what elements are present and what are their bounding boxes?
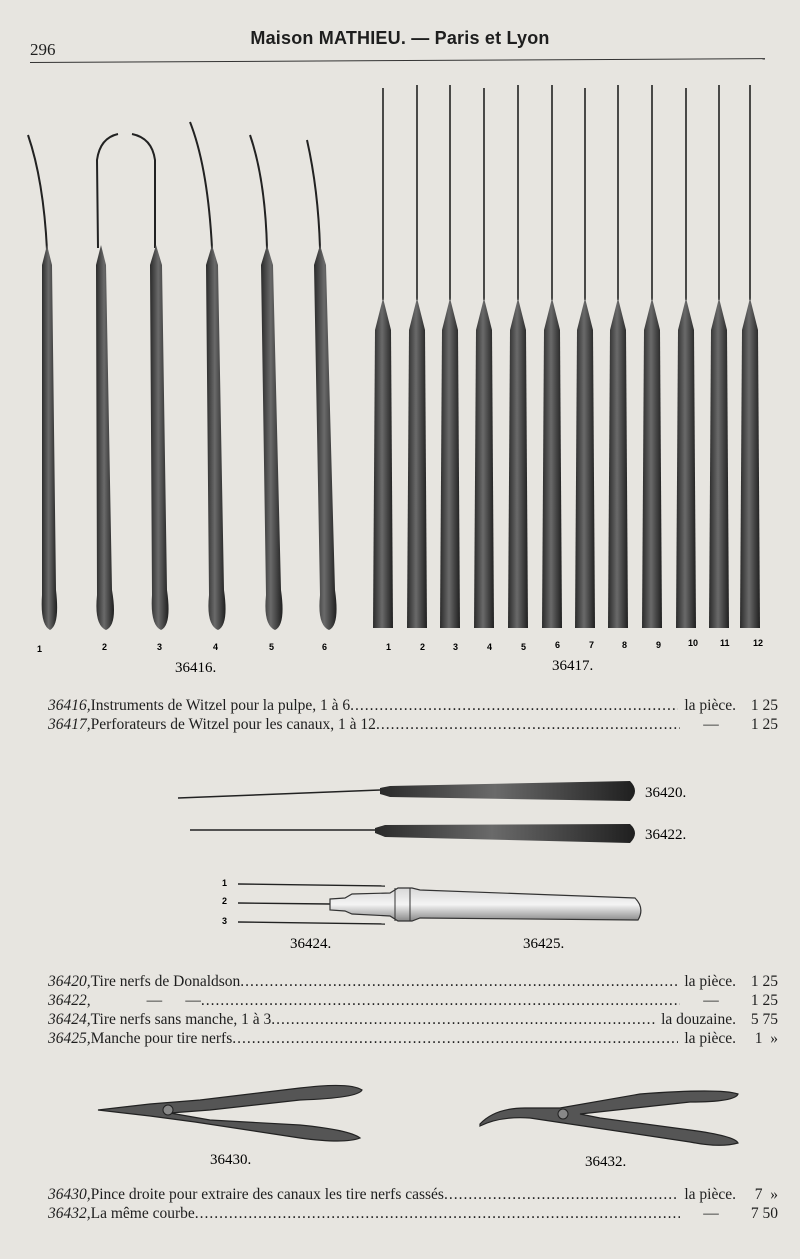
pulp-instrument-2 [96,134,118,630]
fig-number: 5 [521,642,527,652]
catalog-entry [48,716,778,734]
fig-number: 7 [589,640,595,650]
entry-code: 36420, [48,973,91,990]
catalog-entry [48,1186,778,1204]
fig-number: 2 [420,642,426,652]
fig-number: 1 [386,642,392,652]
fig-number: 8 [622,640,628,650]
needle-number: 3 [222,916,228,926]
leader-dots [271,1011,655,1029]
fig-number: 9 [656,640,662,650]
entry-description: Manche pour tire nerfs [90,1030,233,1047]
figure-label-36422: 36422. [645,827,687,843]
entry-code: 36430, [48,1186,91,1203]
perforator-2 [407,85,427,628]
leader-dots [376,716,680,734]
perforator-10 [676,88,696,628]
entry-description: Tire nerfs de Donaldson [90,973,241,990]
entry-price: 7 50 [750,1205,778,1222]
group2-numbers [386,638,763,652]
handle-36425 [330,888,641,921]
catalog-entry [48,1011,778,1029]
entry-code: 36425, [48,1030,91,1047]
entry-price: 1 » [754,1030,778,1047]
entry-description: La même courbe [90,1205,195,1222]
fig-number: 3 [453,642,459,652]
needle-number: 1 [222,878,228,888]
leader-dots [350,697,678,715]
pulp-instruments [28,122,337,630]
perforator-6 [542,85,562,628]
fig-number: 11 [720,638,730,648]
figure-label-36424: 36424. [290,936,332,952]
entry-price: 5 75 [750,1011,778,1028]
entry-code: 36424, [48,1011,91,1028]
leader-dots [232,1030,678,1048]
catalog-entry [48,1030,778,1048]
entry-description: — — [146,992,201,1009]
fig-number: 4 [487,642,493,652]
entry-unit: la pièce. [684,973,736,990]
figure-label-36432: 36432. [585,1154,627,1170]
entry-price: 1 25 [750,992,778,1009]
figure-label-36430: 36430. [210,1152,252,1168]
pulp-instrument-1 [28,135,57,630]
leader-dots [240,973,678,991]
entry-description: Instruments de Witzel pour la pulpe, 1 à 6 [90,697,351,714]
fig-number: 2 [102,642,108,652]
entry-code: 36416, [48,697,91,714]
perforator-11 [709,85,729,628]
catalog-entry [48,973,778,991]
entry-unit: la pièce. [684,697,736,714]
perforator-12 [740,85,760,628]
entry-unit: — [703,716,719,733]
entry-code: 36417, [48,716,91,733]
catalog-entry [48,992,778,1010]
entry-code: 36432, [48,1205,91,1222]
page-number: 296 [30,40,56,59]
entry-price: 1 25 [750,716,778,733]
leader-dots [201,992,680,1010]
perforator-9 [642,85,662,628]
group1-numbers [37,642,327,654]
perforator-8 [608,85,628,628]
entry-description: Tire nerfs sans manche, 1 à 3 [90,1011,272,1028]
perforator-1 [373,88,393,628]
fig-number: 3 [157,642,163,652]
straight-forceps-36430 [98,1085,362,1141]
entry-unit: — [703,1205,719,1222]
entry-unit: la douzaine. [661,1011,736,1028]
fig-number: 1 [37,644,43,654]
entry-price: 1 25 [750,697,778,714]
pulp-instrument-4 [190,122,226,630]
perforator-7 [575,88,595,628]
entry-description: Perforateurs de Witzel pour les canaux, 1 à 12 [90,716,376,733]
pulp-instrument-5 [250,135,283,630]
fig-number: 6 [322,642,328,652]
fig-number: 6 [555,640,561,650]
entry-unit: la pièce. [684,1030,736,1047]
page-title: Maison MATHIEU. — Paris et Lyon [250,28,550,48]
nerve-extractor-36422 [190,824,635,843]
leader-dots [444,1186,678,1204]
perforators [373,85,760,628]
entry-price: 1 25 [750,973,778,990]
leader-dots [195,1205,680,1223]
perforator-4 [474,88,494,628]
entry-code: 36422, [48,992,91,1009]
pulp-instrument-6 [307,140,337,630]
fig-number: 5 [269,642,275,652]
entry-unit: — [703,992,719,1009]
curved-forceps-36432 [480,1091,738,1145]
fig-number: 12 [753,638,764,648]
figure-label-36425: 36425. [523,936,565,952]
catalog-entry [48,697,778,715]
perforator-3 [440,85,460,628]
catalog-entry [48,1205,778,1223]
entry-price: 7 » [754,1186,778,1203]
entry-unit: la pièce. [684,1186,736,1203]
entry-description: Pince droite pour extraire des canaux les tire nerfs cassés [90,1186,444,1203]
fig-number: 10 [688,638,699,648]
perforator-5 [508,85,528,628]
figure-label-36420: 36420. [645,785,687,801]
pulp-instrument-3 [132,134,169,630]
needle-number: 2 [222,896,228,906]
figure-label-36416: 36416. [175,660,217,676]
fig-number: 4 [213,642,219,652]
nerve-extractor-36420 [178,781,635,801]
figure-label-36417: 36417. [552,658,594,674]
